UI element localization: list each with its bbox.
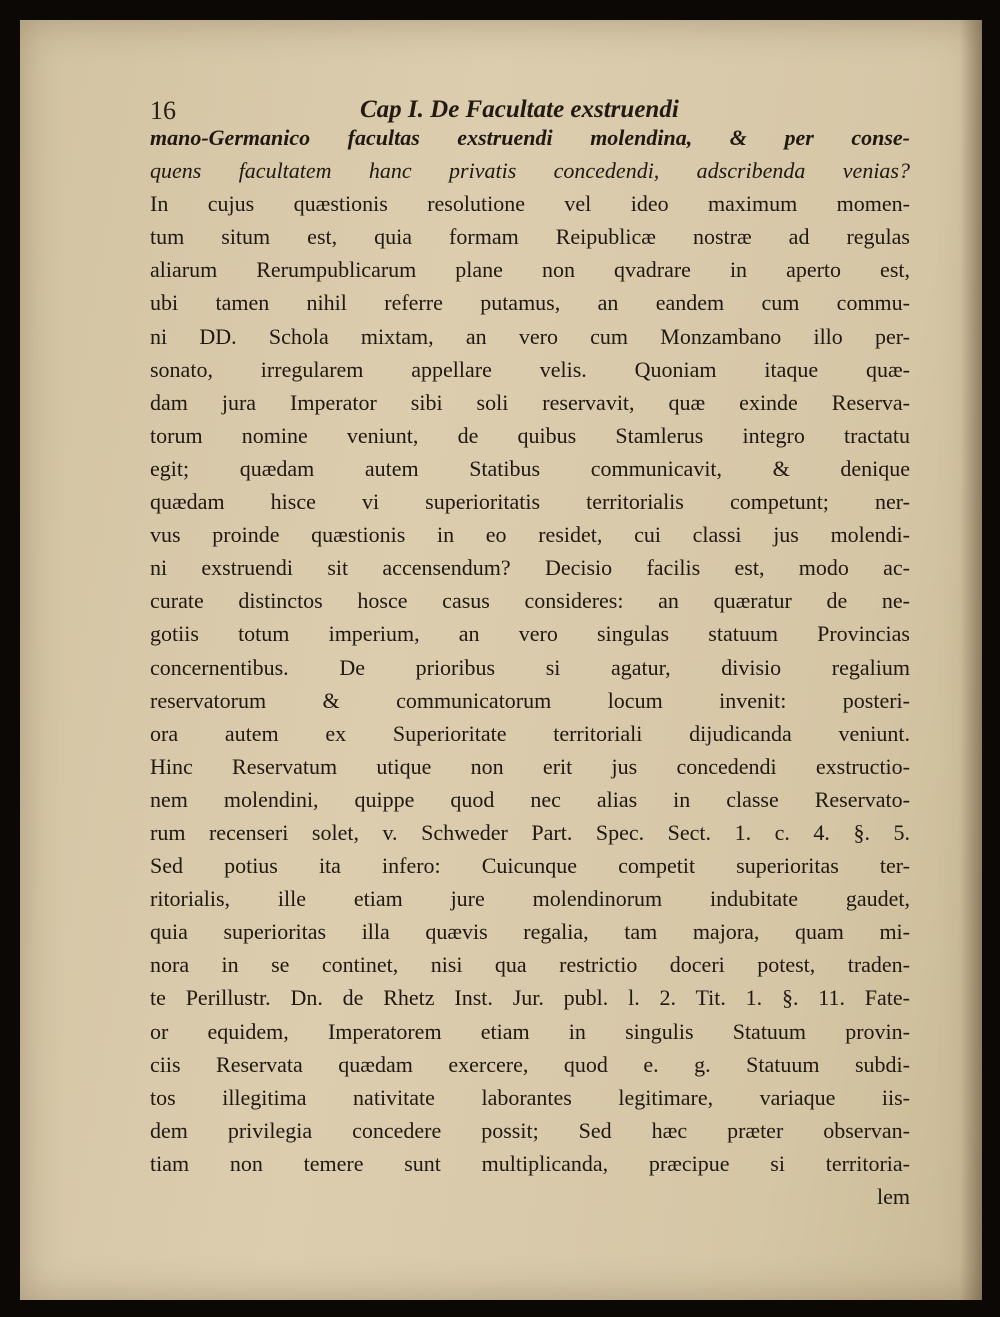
text-line: dem privilegia concedere possit; Sed hæc præter observan-: [150, 1117, 910, 1143]
text-line: aliarum Rerumpublicarum plane non qvadrare in aperto est,: [150, 257, 910, 283]
text-line: nem molendini, quippe quod nec alias in classe Reservato-: [150, 786, 910, 812]
text-line: reservatorum & communicatorum locum invenit: posteri-: [150, 687, 910, 713]
text-line: In cujus quæstionis resolutione vel ideo maximum momen-: [150, 191, 910, 217]
text-line: rum recenseri solet, v. Schweder Part. Spec. Sect. 1. c. 4. §. 5.: [150, 819, 910, 845]
text-line: tos illegitima nativitate laborantes legitimare, variaque iis-: [150, 1084, 910, 1110]
text-line: ni exstruendi sit accensendum? Decisio facilis est, modo ac-: [150, 555, 910, 581]
text-line: te Perillustr. Dn. de Rhetz Inst. Jur. publ. l. 2. Tit. 1. §. 11. Fate-: [150, 985, 910, 1011]
text-line: gotiis totum imperium, an vero singulas statuum Provincias: [150, 621, 910, 647]
text-line: quia superioritas illa quævis regalia, tam majora, quam mi-: [150, 919, 910, 945]
page-edge-shadow: [960, 20, 982, 1300]
body-text: [150, 121, 910, 1213]
text-line: tum situm est, quia formam Reipublicæ nostræ ad regulas: [150, 224, 910, 250]
text-line: concernentibus. De prioribus si agatur, divisio regalium: [150, 654, 910, 680]
text-line: tiam non temere sunt multiplicanda, præcipue si territoria-: [150, 1150, 910, 1176]
text-line: dam jura Imperator sibi soli reservavit, quæ exinde Reserva-: [150, 389, 910, 415]
text-line: ritorialis, ille etiam jure molendinorum indubitate gaudet,: [150, 886, 910, 912]
text-line: egit; quædam autem Statibus communicavit, & denique: [150, 455, 910, 481]
text-line: or equidem, Imperatorem etiam in singulis Statuum provin-: [150, 1018, 910, 1044]
text-line: curate distinctos hosce casus consideres: an quæratur de ne-: [150, 588, 910, 614]
catchword: lem: [877, 1184, 910, 1209]
text-line: ni DD. Schola mixtam, an vero cum Monzambano illo per-: [150, 323, 910, 349]
page-number: 16: [150, 96, 176, 125]
text-line: vus proinde quæstionis in eo residet, cui classi jus molendi-: [150, 522, 910, 548]
text-line: quens facultatem hanc privatis concedendi, adscribenda venias?: [150, 158, 910, 184]
text-line: Sed potius ita infero: Cuicunque competit superioritas ter-: [150, 853, 910, 879]
text-line: quædam hisce vi superioritatis territorialis competunt; ner-: [150, 489, 910, 515]
text-line: mano-Germanico facultas exstruendi molendina, & per conse-: [150, 125, 910, 150]
text-line: nora in se continet, nisi qua restrictio doceri potest, traden-: [150, 952, 910, 978]
text-line: ciis Reservata quædam exercere, quod e. g. Statuum subdi-: [150, 1051, 910, 1077]
text-line: Hinc Reservatum utique non erit jus concedendi exstructio-: [150, 753, 910, 779]
text-line: sonato, irregularem appellare velis. Quoniam itaque quæ-: [150, 356, 910, 382]
text-line: ubi tamen nihil referre putamus, an eandem cum commu-: [150, 290, 910, 316]
text-line: ora autem ex Superioritate territoriali dijudicanda veniunt.: [150, 720, 910, 746]
text-line: torum nomine veniunt, de quibus Stamlerus integro tractatu: [150, 422, 910, 448]
running-head: Cap I. De Facultate exstruendi: [360, 96, 679, 123]
